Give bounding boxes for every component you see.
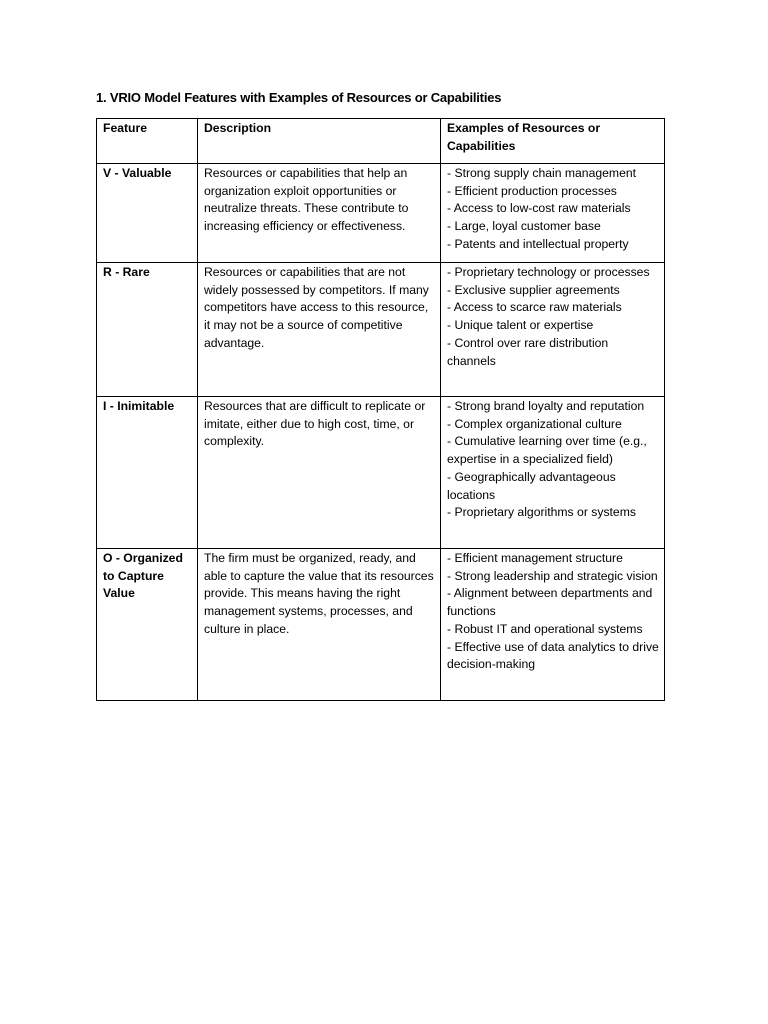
feature-cell: O - Organized to Capture Value bbox=[97, 549, 198, 701]
examples-cell bbox=[441, 549, 665, 701]
description-cell: Resources or capabilities that are not widely possessed by competitors. If many competitors have access to this resource, it may not be a source of competitive advantage. bbox=[198, 263, 441, 397]
feature-cell: I - Inimitable bbox=[97, 397, 198, 549]
example-item: - Efficient management structure bbox=[447, 551, 623, 565]
example-item: - Access to low-cost raw materials bbox=[447, 201, 631, 216]
description-cell: Resources or capabilities that help an organization exploit opportunities or neutralize threats. These contribute to increasing efficiency or effectiveness. bbox=[198, 164, 441, 263]
example-item: - Unique talent or expertise bbox=[447, 318, 594, 333]
example-item: - Effective use of data analytics to drive decision-making bbox=[447, 639, 659, 672]
example-item: - Large, loyal customer base bbox=[447, 219, 601, 234]
example-item: - Efficient production processes bbox=[447, 183, 617, 198]
example-item: - Proprietary technology or processes bbox=[447, 265, 650, 279]
table-row-inimitable bbox=[97, 397, 665, 549]
table-row-rare bbox=[97, 263, 665, 397]
example-item: - Cumulative learning over time (e.g., expertise in a specialized field) bbox=[447, 434, 647, 467]
example-item: - Alignment between departments and functions bbox=[447, 586, 653, 619]
examples-cell bbox=[441, 397, 665, 549]
table-row-valuable bbox=[97, 164, 665, 263]
table-header-row bbox=[97, 119, 665, 164]
example-item: - Control over rare distribution channels bbox=[447, 335, 609, 368]
description-cell: The firm must be organized, ready, and able to capture the value that its resources provide. This means having the right management systems, processes, and culture in place. bbox=[198, 549, 441, 701]
example-item: - Access to scarce raw materials bbox=[447, 300, 622, 315]
table-row-organized bbox=[97, 549, 665, 701]
header-examples: Examples of Resources or Capabilities bbox=[441, 119, 665, 164]
examples-cell bbox=[441, 164, 665, 263]
header-feature: Feature bbox=[97, 119, 198, 164]
description-cell: Resources that are difficult to replicate or imitate, either due to high cost, time, or complexity. bbox=[198, 397, 441, 549]
example-item: - Strong leadership and strategic vision bbox=[447, 568, 658, 583]
feature-cell: V - Valuable bbox=[97, 164, 198, 263]
example-item: - Strong supply chain management bbox=[447, 166, 637, 180]
example-item: - Proprietary algorithms or systems bbox=[447, 505, 636, 520]
feature-cell: R - Rare bbox=[97, 263, 198, 397]
example-item: - Robust IT and operational systems bbox=[447, 621, 643, 636]
examples-cell bbox=[441, 263, 665, 397]
document-heading: 1. VRIO Model Features with Examples of Resources or Capabilities bbox=[96, 90, 502, 105]
example-item: - Complex organizational culture bbox=[447, 416, 622, 431]
example-item: - Exclusive supplier agreements bbox=[447, 282, 620, 297]
example-item: - Geographically advantageous locations bbox=[447, 469, 616, 502]
example-item: - Patents and intellectual property bbox=[447, 236, 629, 251]
vrio-table bbox=[96, 118, 665, 701]
header-description: Description bbox=[198, 119, 441, 164]
example-item: - Strong brand loyalty and reputation bbox=[447, 399, 645, 413]
